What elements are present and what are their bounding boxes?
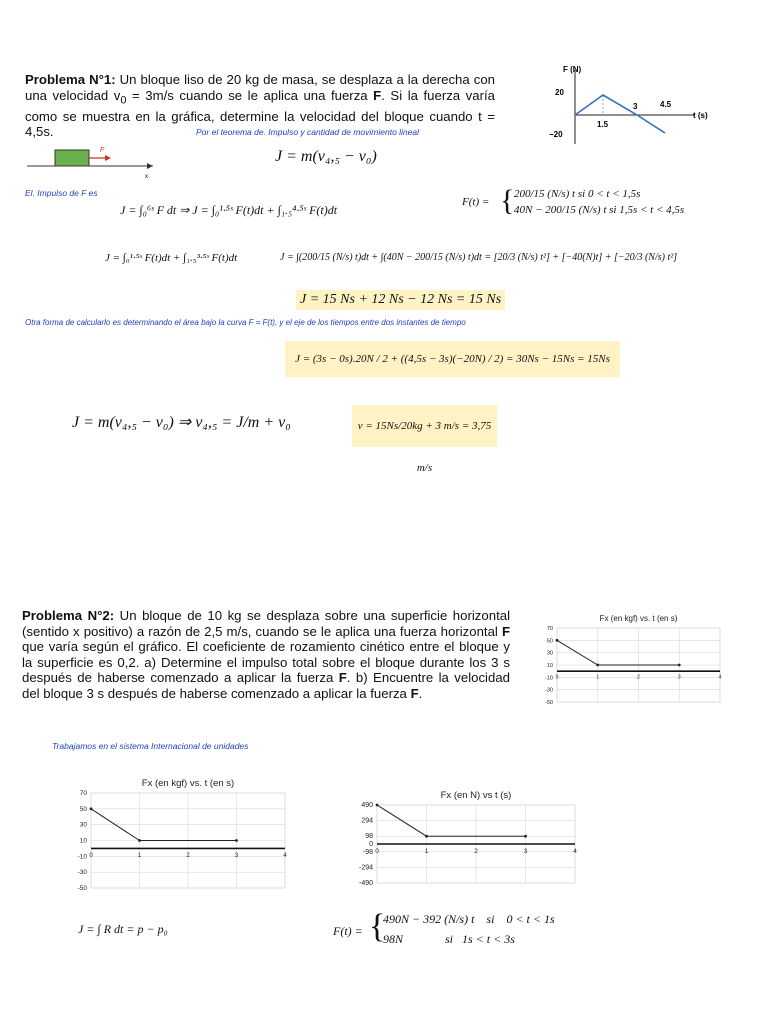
eq-impulse-theorem: J = m(v₄,₅ − v₀) [275, 148, 377, 165]
x-tick-label: 3 [523, 848, 528, 855]
problem1-statement: Problema N°1: Un bloque liso de 20 kg de masa, se desplaza a la derecha con una velocidad $v_0 = 3m/s$ cuando se le aplica una fuerza F. Si la fuerza varía como se muestra en la gráfica, determine la velocidad del bloque cuando t = 4,5s. [25, 72, 495, 140]
y-tick-label: -490 [358, 880, 373, 887]
y-tick-label: -294 [358, 864, 373, 872]
data-point [524, 835, 527, 838]
y-tick-label: -50 [545, 700, 553, 706]
data-point [425, 835, 428, 838]
data-point [138, 839, 141, 842]
y-tick-label: -30 [77, 869, 87, 877]
graph-ylabel: F (N) [563, 65, 582, 74]
eq-velocity: J = m(v₄,₅ − v₀) ⇒ v₄,₅ = J/m + v₀ [72, 414, 291, 431]
svg-text:x: x [145, 174, 148, 180]
x-tick-label: 1 [137, 852, 142, 859]
problem1-force-graph [545, 62, 715, 152]
data-point [376, 804, 379, 807]
chart-title: Fx (en kgf) vs. t (en s) [599, 614, 678, 623]
graph-x2: 3 [633, 102, 638, 111]
chart-title: Fx (en kgf) vs. t (en s) [141, 778, 235, 789]
y-tick-label: 10 [79, 837, 87, 845]
x-tick-label: 0 [375, 848, 379, 855]
problem2-statement: Problema N°2: Un bloque de 10 kg se desplaza sobre una superficie horizontal (sentido x positivo) a razón de 2,5 m/s, cuando se le aplica una fuerza horizontal F que varía según el gráfico. El coeficiente de rozamiento cinético entre el bloque y la superficie es 0,2. a) Determine el impulso total sobre el bloque durante los 3 s después de haberse comenzado a aplicar la fuerza F. b) Encuentre la velocidad del bloque 3 s después de haberse comenzado a aplicar la fuerza F. [22, 608, 510, 701]
eq-integral: J = ∫₀⁶ˢ F dt ⇒ J = ∫₀¹·⁵ˢ F(t)dt + ∫₁.₅⁴·⁵ˢ F(t)dt [120, 203, 338, 217]
x-tick-label: 4 [573, 848, 577, 855]
problem2-si-note: Trabajamos en el sistema Internacional de unidades [52, 741, 249, 751]
eq-result: J = 15 Ns + 12 Ns − 12 Ns = 15 Ns [296, 290, 505, 310]
graph-y-bottom: −20 [549, 130, 563, 139]
x-tick-label: 4 [718, 674, 722, 681]
eq-area: J = (3s − 0s).20N / 2 + ((4,5s − 3s)(−20N) / 2) = 30Ns − 15Ns = 15Ns [285, 341, 620, 377]
y-tick-label: 30 [79, 821, 87, 829]
data-point [90, 807, 93, 810]
x-tick-label: 2 [637, 674, 640, 681]
y-tick-label: -10 [545, 675, 553, 682]
chart-fx-newton [335, 780, 585, 890]
y-tick-label: -50 [77, 885, 87, 892]
x-tick-label: 0 [555, 674, 559, 681]
green-block [55, 150, 89, 166]
y-tick-label: 50 [79, 805, 87, 813]
graph-y-top: 20 [555, 88, 564, 97]
chart-fx-kgf-top [520, 610, 725, 710]
svg-text:F: F [100, 147, 105, 154]
x-tick-label: 0 [89, 852, 93, 859]
x-tick-label: 1 [424, 848, 429, 855]
y-tick-label: 490 [361, 802, 373, 809]
y-tick-label: 294 [361, 817, 373, 825]
graph-line [575, 95, 665, 133]
y-tick-label: -98 [362, 848, 373, 856]
y-tick-label: 0 [369, 841, 373, 848]
eq-integral-2: J = ∫₀¹·⁵ˢ F(t)dt + ∫₁.₅³·⁵ˢ F(t)dt [105, 252, 238, 264]
data-point [678, 664, 681, 667]
x-tick-label: 4 [283, 852, 287, 859]
block-illustration [25, 140, 160, 180]
data-point [235, 839, 238, 842]
chart-title: Fx (en N) vs t (s) [440, 790, 512, 801]
graph-x3: 4.5 [660, 100, 672, 109]
eq-impulse-p2: J = ∫ R dt = p − p₀ [78, 922, 168, 936]
x-tick-label: 3 [234, 852, 239, 859]
x-tick-label: 2 [474, 848, 478, 855]
y-tick-label: 70 [546, 626, 553, 632]
y-tick-label: 98 [365, 833, 373, 841]
y-tick-label: 50 [546, 638, 553, 645]
problem1-label: Problema N°1: [25, 72, 116, 87]
x-tick-label: 2 [186, 852, 190, 859]
problem2-label: Problema N°2: [22, 608, 115, 623]
y-tick-label: 10 [546, 663, 553, 669]
y-tick-label: -10 [77, 853, 87, 861]
problem1-alt-note: Otra forma de calcularlo es determinando el área bajo la curva F = F(t), y el eje de los tiempos entre dos instantes de tiempo [25, 318, 466, 327]
problem1-impulse-note: El. Impulso de F es [25, 188, 98, 198]
graph-x1: 1.5 [597, 120, 609, 129]
data-point [556, 639, 559, 642]
y-tick-label: 30 [546, 650, 553, 657]
x-tick-label: 1 [596, 674, 600, 681]
y-tick-label: -30 [545, 687, 553, 694]
chart-fx-kgf-left [55, 775, 295, 893]
problem1-theorem-note: Por el teorema de. Impulso y cantidad de movimiento lineal [196, 127, 420, 137]
eq-velocity-value: v = 15Ns/20kg + 3 m/s = 3,75 m/s [352, 405, 497, 447]
y-tick-label: 70 [79, 790, 87, 797]
eq-long: J = ∫(200/15 (N/s) t)dt + ∫(40N − 200/15 (N/s) t)dt = [20/3 (N/s) t²] + [−40(N)t] + [−20/3 (N/s) t²] [280, 252, 678, 263]
graph-xlabel: t (s) [693, 111, 708, 120]
data-point [596, 664, 599, 667]
x-tick-label: 3 [677, 674, 681, 681]
